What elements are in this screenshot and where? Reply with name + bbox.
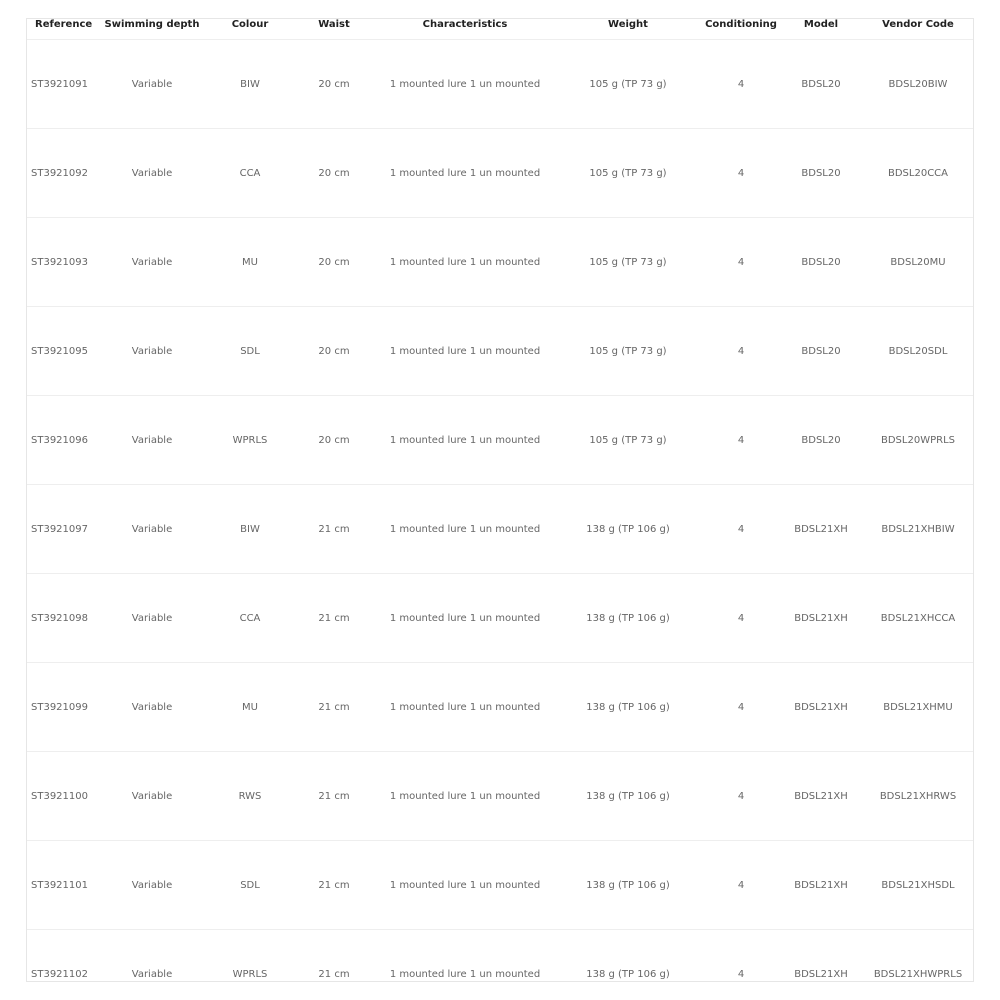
reference-cell: ST3921102	[31, 968, 88, 980]
vendor-code-cell: BDSL21XHSDL	[861, 841, 974, 930]
vendor-code-cell: BDSL21XHRWS	[861, 752, 974, 841]
weight-cell: 138 g (TP 106 g)	[586, 968, 670, 980]
characteristics-cell: 1 mounted lure 1 un mounted	[375, 841, 555, 930]
model-cell: BDSL21XH	[781, 663, 861, 752]
table-row	[27, 307, 974, 396]
conditioning-cell: 4	[701, 129, 781, 218]
column-header-swimming-depth: Swimming depth	[97, 19, 207, 40]
model-cell: BDSL20	[781, 307, 861, 396]
waist-cell: 21 cm	[293, 841, 375, 930]
table-row	[27, 663, 974, 752]
reference-cell: ST3921096	[27, 396, 97, 485]
reference-cell: ST3921092	[27, 129, 97, 218]
vendor-code-cell: BDSL21XHCCA	[861, 574, 974, 663]
waist-cell: 21 cm	[293, 663, 375, 752]
characteristics-cell: 1 mounted lure 1 un mounted	[375, 129, 555, 218]
characteristics-cell: 1 mounted lure 1 un mounted	[375, 574, 555, 663]
swimming-depth-cell: Variable	[97, 307, 207, 396]
conditioning-cell: 4	[701, 574, 781, 663]
characteristics-cell: 1 mounted lure 1 un mounted	[375, 40, 555, 129]
conditioning-cell: 4	[701, 396, 781, 485]
weight-cell: 105 g (TP 73 g)	[555, 307, 701, 396]
colour-cell: CCA	[207, 574, 293, 663]
column-header-characteristics: Characteristics	[375, 19, 555, 40]
swimming-depth-cell: Variable	[97, 663, 207, 752]
characteristics-cell: 1 mounted lure 1 un mounted	[375, 218, 555, 307]
conditioning-cell: 4	[701, 663, 781, 752]
vendor-code-cell: BDSL20MU	[861, 218, 974, 307]
weight-cell: 105 g (TP 73 g)	[555, 218, 701, 307]
vendor-code-cell: BDSL21XHMU	[861, 663, 974, 752]
waist-cell: 20 cm	[293, 129, 375, 218]
reference-cell: ST3921097	[27, 485, 97, 574]
weight-cell: 138 g (TP 106 g)	[555, 574, 701, 663]
column-header-waist: Waist	[293, 19, 375, 40]
weight-cell: 105 g (TP 73 g)	[555, 129, 701, 218]
model-cell: BDSL20	[781, 129, 861, 218]
colour-cell: RWS	[207, 752, 293, 841]
reference-cell: ST3921098	[27, 574, 97, 663]
swimming-depth-cell: Variable	[97, 485, 207, 574]
model-cell: BDSL21XH	[781, 574, 861, 663]
column-header-reference: Reference	[27, 19, 97, 40]
characteristics-cell: 1 mounted lure 1 un mounted	[375, 752, 555, 841]
column-header-weight: Weight	[555, 19, 701, 40]
table-row	[27, 930, 974, 983]
weight-cell: 105 g (TP 73 g)	[555, 396, 701, 485]
table-row	[27, 841, 974, 930]
swimming-depth-cell: Variable	[97, 396, 207, 485]
model-cell: BDSL21XH	[781, 841, 861, 930]
characteristics-cell: 1 mounted lure 1 un mounted	[375, 663, 555, 752]
table-header-row	[27, 19, 974, 40]
colour-cell: WPRLS	[207, 396, 293, 485]
conditioning-cell: 4	[701, 841, 781, 930]
model-cell: BDSL21XH	[781, 752, 861, 841]
conditioning-cell: 4	[701, 40, 781, 129]
model-cell: BDSL20	[781, 40, 861, 129]
colour-cell: CCA	[207, 129, 293, 218]
model-cell: BDSL20	[781, 396, 861, 485]
colour-cell: SDL	[207, 307, 293, 396]
characteristics-cell: 1 mounted lure 1 un mounted	[375, 307, 555, 396]
vendor-code-cell: BDSL20WPRLS	[861, 396, 974, 485]
model-cell: BDSL20	[781, 218, 861, 307]
waist-cell: 21 cm	[318, 968, 350, 980]
conditioning-cell: 4	[701, 218, 781, 307]
weight-cell: 138 g (TP 106 g)	[555, 485, 701, 574]
column-header-conditioning: Conditioning	[701, 19, 781, 40]
colour-cell: WPRLS	[232, 968, 268, 980]
conditioning-cell: 4	[737, 968, 745, 980]
product-table-container	[26, 18, 974, 982]
waist-cell: 21 cm	[293, 574, 375, 663]
swimming-depth-cell: Variable	[97, 841, 207, 930]
weight-cell: 138 g (TP 106 g)	[555, 752, 701, 841]
conditioning-cell: 4	[701, 307, 781, 396]
colour-cell: BIW	[207, 485, 293, 574]
reference-cell: ST3921093	[27, 218, 97, 307]
conditioning-cell: 4	[701, 752, 781, 841]
column-header-model: Model	[781, 19, 861, 40]
vendor-code-cell: BDSL21XHWPRLS	[873, 968, 963, 980]
waist-cell: 20 cm	[293, 396, 375, 485]
reference-cell: ST3921099	[27, 663, 97, 752]
waist-cell: 21 cm	[293, 485, 375, 574]
colour-cell: MU	[207, 663, 293, 752]
colour-cell: SDL	[207, 841, 293, 930]
colour-cell: MU	[207, 218, 293, 307]
table-row	[27, 218, 974, 307]
table-row	[27, 752, 974, 841]
table-row	[27, 485, 974, 574]
vendor-code-cell: BDSL20CCA	[861, 129, 974, 218]
swimming-depth-cell: Variable	[131, 968, 173, 980]
waist-cell: 21 cm	[293, 752, 375, 841]
table-row	[27, 129, 974, 218]
column-header-vendor-code: Vendor Code	[861, 19, 974, 40]
swimming-depth-cell: Variable	[97, 40, 207, 129]
waist-cell: 20 cm	[293, 40, 375, 129]
characteristics-cell: 1 mounted lure 1 un mounted	[375, 485, 555, 574]
model-cell: BDSL21XH	[781, 485, 861, 574]
table-row	[27, 396, 974, 485]
reference-cell: ST3921100	[27, 752, 97, 841]
swimming-depth-cell: Variable	[97, 218, 207, 307]
reference-cell: ST3921101	[27, 841, 97, 930]
swimming-depth-cell: Variable	[97, 129, 207, 218]
waist-cell: 20 cm	[293, 218, 375, 307]
table-body	[27, 40, 974, 983]
model-cell: BDSL21XH	[794, 968, 848, 980]
swimming-depth-cell: Variable	[97, 574, 207, 663]
swimming-depth-cell: Variable	[97, 752, 207, 841]
characteristics-cell: 1 mounted lure 1 un mounted	[389, 968, 541, 980]
conditioning-cell: 4	[701, 485, 781, 574]
weight-cell: 138 g (TP 106 g)	[555, 841, 701, 930]
vendor-code-cell: BDSL20SDL	[861, 307, 974, 396]
weight-cell: 138 g (TP 106 g)	[555, 663, 701, 752]
vendor-code-cell: BDSL21XHBIW	[861, 485, 974, 574]
colour-cell: BIW	[207, 40, 293, 129]
product-table	[27, 19, 974, 982]
vendor-code-cell: BDSL20BIW	[861, 40, 974, 129]
waist-cell: 20 cm	[293, 307, 375, 396]
reference-cell: ST3921095	[27, 307, 97, 396]
weight-cell: 105 g (TP 73 g)	[555, 40, 701, 129]
table-row	[27, 40, 974, 129]
table-row	[27, 574, 974, 663]
reference-cell: ST3921091	[27, 40, 97, 129]
column-header-colour: Colour	[207, 19, 293, 40]
characteristics-cell: 1 mounted lure 1 un mounted	[375, 396, 555, 485]
